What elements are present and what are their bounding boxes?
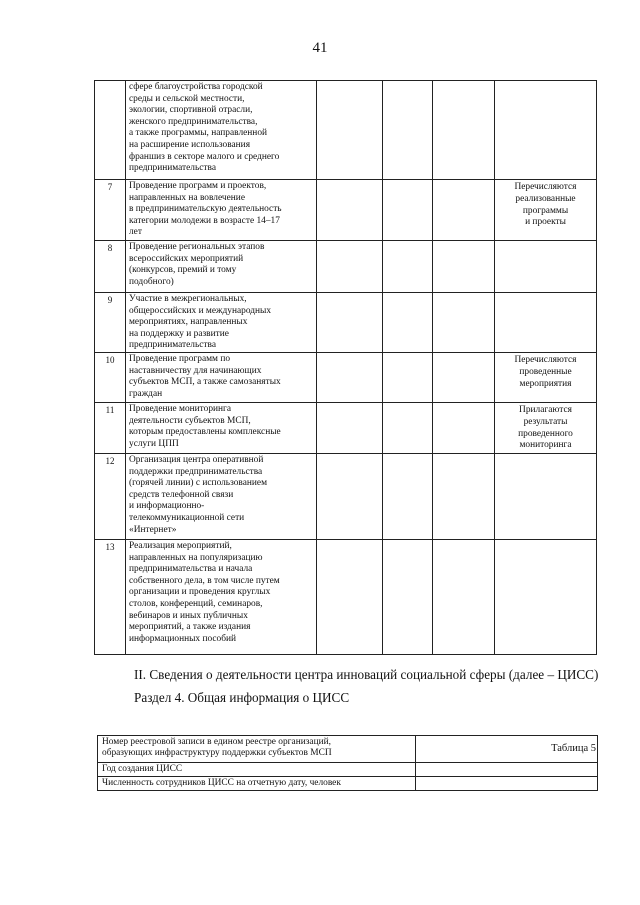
empty-cell	[317, 241, 383, 293]
activity-description: Организация центра оперативной поддержки предпринимательства (горячей линии) с использованием средств телефонной связи и информационно- телекоммуникационной сети «Интернет»	[126, 454, 317, 540]
empty-cell	[317, 180, 383, 241]
row-number	[95, 81, 126, 180]
row-number: 10	[95, 353, 126, 403]
activity-description: Проведение программ и проектов, направленных на вовлечение в предпринимательскую деятельность категории молодежи в возрасте 14–17 лет	[126, 180, 317, 241]
empty-cell	[317, 293, 383, 353]
row-note	[495, 454, 597, 540]
table-row	[98, 777, 598, 791]
empty-cell	[433, 180, 495, 241]
activity-description: Проведение региональных этапов всероссийских мероприятий (конкурсов, премий и тому подобного)	[126, 241, 317, 293]
info-label: Год создания ЦИСС	[98, 763, 416, 777]
empty-cell	[383, 180, 433, 241]
activity-description: Реализация мероприятий, направленных на популяризацию предпринимательства и начала собственного дела, в том числе путем организации и проведения круглых столов, конференций, семинаров, вебинаров и иных публичных мероприятий, а также издания информационных пособий	[126, 540, 317, 655]
empty-cell	[433, 241, 495, 293]
empty-cell	[433, 454, 495, 540]
row-note: Перечисляются проведенные мероприятия	[495, 353, 597, 403]
info-value	[416, 777, 598, 791]
empty-cell	[317, 540, 383, 655]
row-note	[495, 241, 597, 293]
row-number: 9	[95, 293, 126, 353]
activity-description: Проведение программ по наставничеству для начинающих субъектов МСП, а также самозанятых граждан	[126, 353, 317, 403]
empty-cell	[383, 293, 433, 353]
activities-table	[94, 80, 597, 655]
row-number: 11	[95, 403, 126, 454]
section-title: II. Сведения о деятельности центра инноваций социальной сферы (далее – ЦИСС)	[134, 667, 599, 682]
table-row	[95, 403, 597, 454]
general-info-table	[97, 735, 598, 791]
table-row	[95, 241, 597, 293]
activity-description: сфере благоустройства городской среды и сельской местности, экологии, спортивной отрасли, женского предпринимательства, а также программы, направленной на расширение использования франшиз в секторе малого и среднего предпринимательства	[126, 81, 317, 180]
table-row	[95, 454, 597, 540]
info-value	[416, 736, 598, 763]
subsection-title: Раздел 4. Общая информация о ЦИСС	[134, 690, 350, 705]
table-row	[95, 180, 597, 241]
info-label: Номер реестровой записи в едином реестре организаций, образующих инфраструктуру поддержки субъектов МСП	[98, 736, 416, 763]
empty-cell	[433, 403, 495, 454]
empty-cell	[383, 454, 433, 540]
table-caption: Таблица 5	[551, 743, 596, 754]
table-row	[95, 81, 597, 180]
empty-cell	[383, 540, 433, 655]
table-row	[95, 353, 597, 403]
table-row	[95, 540, 597, 655]
empty-cell	[317, 81, 383, 180]
page-number: 41	[312, 40, 328, 56]
row-number: 7	[95, 180, 126, 241]
empty-cell	[433, 540, 495, 655]
row-note	[495, 81, 597, 180]
table-row	[98, 763, 598, 777]
activity-description: Проведение мониторинга деятельности субъектов МСП, которым предоставлены комплексные услуги ЦПП	[126, 403, 317, 454]
empty-cell	[383, 81, 433, 180]
empty-cell	[383, 403, 433, 454]
info-label: Численность сотрудников ЦИСС на отчетную дату, человек	[98, 777, 416, 791]
empty-cell	[433, 293, 495, 353]
row-note: Прилагаются результаты проведенного мониторинга	[495, 403, 597, 454]
empty-cell	[317, 403, 383, 454]
row-note	[495, 293, 597, 353]
row-number: 12	[95, 454, 126, 540]
empty-cell	[317, 454, 383, 540]
empty-cell	[383, 241, 433, 293]
empty-cell	[433, 353, 495, 403]
row-note	[495, 540, 597, 655]
empty-cell	[433, 81, 495, 180]
row-number: 13	[95, 540, 126, 655]
empty-cell	[383, 353, 433, 403]
info-value	[416, 763, 598, 777]
row-number: 8	[95, 241, 126, 293]
empty-cell	[317, 353, 383, 403]
table-row	[95, 293, 597, 353]
row-note: Перечисляются реализованные программы и проекты	[495, 180, 597, 241]
activity-description: Участие в межрегиональных, общероссийских и международных мероприятиях, направленных на поддержку и развитие предпринимательства	[126, 293, 317, 353]
table-row	[98, 736, 598, 763]
